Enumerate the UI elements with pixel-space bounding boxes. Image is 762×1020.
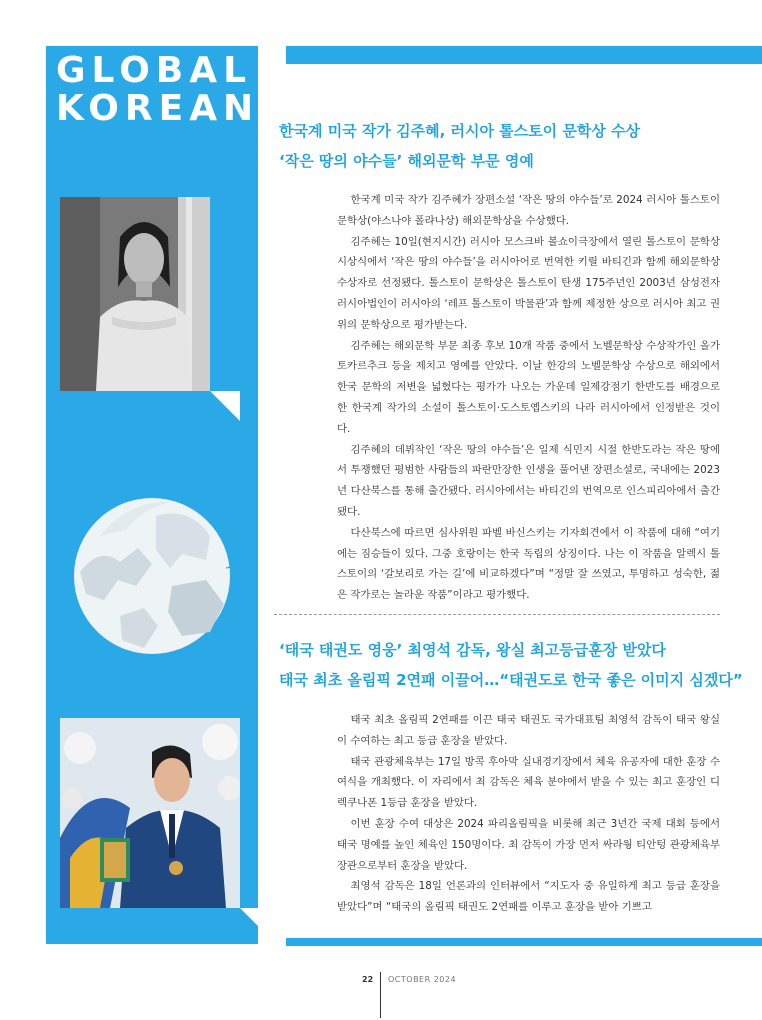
article1-paragraph: 김주혜는 10일(현지시간) 러시아 모스크바 볼쇼이극장에서 열린 톨스토이 문학상 시상식에서 ‘작은 땅의 야수들’을 러시아어로 번역한 키릴 바티긴과 함께 해외문학상 수상자로 선정됐다. 톨스토이 문학상은 톨스토이 탄생 175주년인 2003년 삼성전자 러시아법인이 러시아의 ‘레프 톨스토이 박물관’과 함께 제정한 상으로 러시아 최고 권위의 문학상으로 평가받는다. [337, 235, 720, 331]
article2-paragraph: 태국 관광체육부는 17일 방콕 후아막 실내경기장에서 체육 유공자에 대한 훈장 수여식을 개최했다. 이 자리에서 최 감독은 체육 분야에서 받을 수 있는 최고 훈장인 디렉쿠나폰 1등급 훈장을 받았다. [337, 755, 720, 810]
author-portrait-photo [60, 197, 210, 391]
article1-paragraph: 김주혜는 해외문학 부문 최종 후보 10개 작품 중에서 노벨문학상 수상작가인 올가 토카르추크 등을 제치고 영예를 안았다. 이날 한강의 노벨문학상 수상으로 해외에서 한국 문학의 저변을 넓혔다는 평가가 나오는 가운데 일제강점기 한반도를 배경으로 한 한국계 작가의 소설이 톨스토이·도스토옙스키의 나라 러시아에서 인정받은 것이다. [337, 339, 720, 435]
photo-corner-notch [240, 908, 270, 938]
article2-body [337, 710, 720, 918]
brand-line-global: GLOBAL [56, 50, 253, 91]
article2-paragraph: 최영석 감독은 18일 언론과의 인터뷰에서 “지도자 중 유일하게 최고 등급 훈장을 받았다”며 “태국의 올림픽 태권도 2연패를 이루고 훈장을 받아 기쁘고 [337, 880, 720, 914]
photo-corner-notch [210, 391, 240, 421]
coach-illustration [60, 718, 240, 908]
bottom-accent-bar [286, 938, 762, 946]
article1-paragraph: 다산북스에 따르면 심사위원 파벨 바신스키는 기자회견에서 이 작품에 대해 “여기에는 짐승들이 있다. 그중 호랑이는 한국 독립의 상징이다. 나는 이 작품을 알렉시 톨스토이의 ‘갈보리로 가는 길’에 비교하겠다”며 “정말 잘 쓰였고, 투명하고 성숙한, 젊은 작가로는 놀라운 작품”이라고 평가했다. [337, 526, 720, 602]
globe-icon [60, 476, 244, 666]
article1-body [337, 190, 720, 606]
issue-month: OCTOBER 2024 [388, 975, 457, 984]
footer-divider [380, 972, 381, 1018]
page-number: 22 [362, 975, 374, 984]
brand-line-korean: KOREAN [56, 88, 260, 129]
portrait-illustration [60, 197, 210, 391]
article2-paragraph: 이번 훈장 수여 대상은 2024 파리올림픽을 비롯해 최근 3년간 국제 대회 등에서 태국 명예를 높인 체육인 150명이다. 최 감독이 가장 먼저 싸라웡 티안텅 관광체육부 장관으로부터 훈장을 받았다. [337, 817, 720, 872]
article-divider [274, 614, 720, 615]
section-brand [56, 52, 259, 128]
article2-headline-line2: 태국 최초 올림픽 2연패 이끌어…“태권도로 한국 좋은 이미지 심겠다” [279, 671, 743, 689]
article2-headline [279, 635, 749, 695]
sidebar-panel [46, 46, 258, 944]
article1-paragraph: 김주혜의 데뷔작인 ‘작은 땅의 야수들’은 일제 식민지 시절 한반도라는 작은 땅에서 투쟁했던 평범한 사람들의 파란만장한 인생을 풀어낸 장편소설로, 국내에는 2023년 다산북스를 통해 출간됐다. 러시아에서는 바티긴의 번역으로 인스피리아에서 출간됐다. [337, 443, 720, 518]
article2-paragraph: 태국 최초 올림픽 2연패를 이끈 태국 태권도 국가대표팀 최영석 감독이 태국 왕실이 수여하는 최고 등급 훈장을 받았다. [337, 714, 720, 747]
coach-medal-photo [60, 718, 240, 908]
globe-illustration [60, 476, 244, 670]
top-accent-bar [286, 46, 762, 64]
article1-paragraph: 한국계 미국 작가 김주혜가 장편소설 ‘작은 땅의 야수들’로 2024 러시아 톨스토이 문학상(야스나야 폴랴나상) 해외문학상을 수상했다. [337, 194, 720, 227]
article2-headline-line1: ‘태국 태권도 영웅’ 최영석 감독, 왕실 최고등급훈장 받았다 [279, 641, 666, 659]
article1-headline-line1: 한국계 미국 작가 김주혜, 러시아 톨스토이 문학상 수상 [279, 122, 641, 140]
article1-headline [279, 116, 749, 176]
article1-headline-line2: ‘작은 땅의 야수들’ 해외문학 부문 영예 [279, 152, 534, 170]
